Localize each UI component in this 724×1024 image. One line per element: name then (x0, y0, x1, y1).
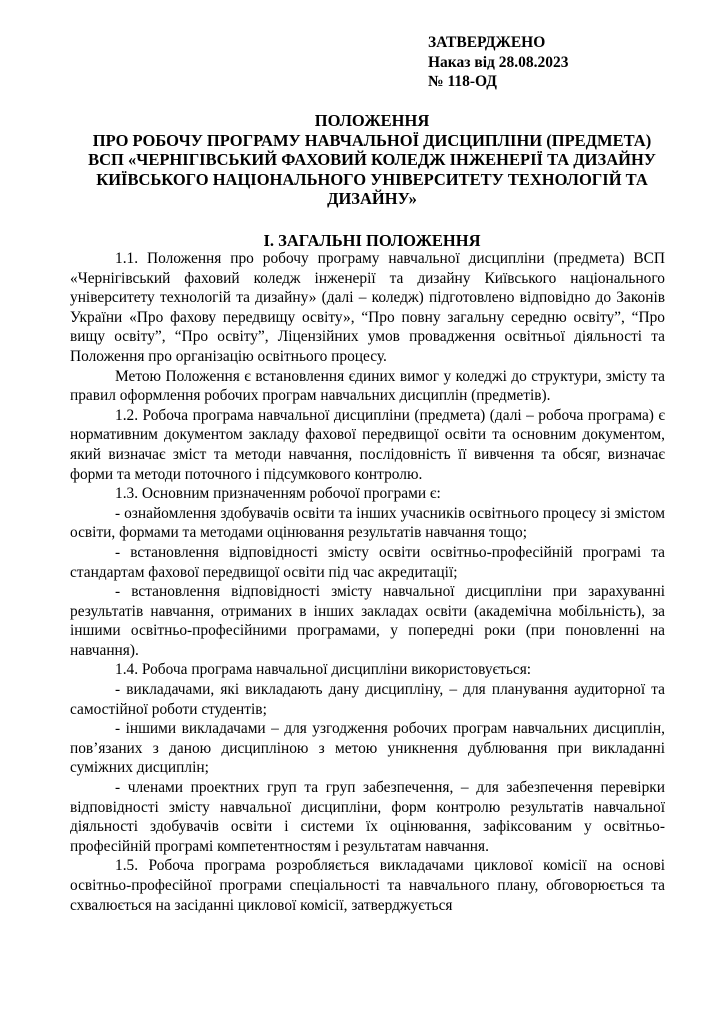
section-heading: І. ЗАГАЛЬНІ ПОЛОЖЕННЯ (263, 231, 481, 250)
approval-order-number: № 118-ОД (428, 73, 497, 90)
title-line: ВСП «ЧЕРНІГІВСЬКИЙ ФАХОВИЙ КОЛЕДЖ ІНЖЕНЕРІЇ ТА ДИЗАЙНУ (88, 150, 656, 169)
paragraph: 1.1. Положення про робочу програму навчальної дисципліни (предмета) ВСП «Чернігівський фаховий коледж інженерії та дизайну Київського національного університету технологій та дизайну» (далі – коледж) підготовлено відповідно до Законів України «Про фахову передвищу освіту», “Про повну загальну середню освіту”, “Про вищу освіту”, “Про освіту”, Ліцензійних умов провадження освітньої діяльності та Положення про організацію освітнього процесу. (70, 250, 665, 365)
list-item: - ознайомлення здобувачів освіти та інших учасників освітнього процесу зі змістом освіти, формами та методами оцінювання результатів навчання тощо; (70, 504, 665, 542)
approval-stamp (428, 33, 569, 92)
paragraph: 1.2. Робоча програма навчальної дисципліни (предмета) (далі – робоча програма) є нормативним документом закладу фахової передвищої освіти та основним документом, який визначає зміст та методи навчання, послідовність її вивчення та обсяг, визначає форми та методи поточного і підсумкового контролю. (70, 406, 665, 483)
title-line: ПОЛОЖЕННЯ (314, 111, 430, 130)
document-body (70, 249, 665, 915)
title-line: ДИЗАЙНУ» (327, 189, 417, 208)
paragraph: Метою Положення є встановлення єдиних вимог у коледжі до структури, змісту та правил оформлення робочих програм навчальних дисциплін (предметів). (70, 367, 665, 405)
title-line: ПРО РОБОЧУ ПРОГРАМУ НАВЧАЛЬНОЇ ДИСЦИПЛІНИ (ПРЕДМЕТА) (92, 130, 652, 150)
paragraph: 1.5. Робоча програма розробляється викладачами циклової комісії на основі освітньо-професійної програми спеціальності та навчального плану, обговорюється та схвалюється на засіданні циклової комісії, затверджується (70, 857, 665, 914)
title-line: КИЇВСЬКОГО НАЦІОНАЛЬНОГО УНІВЕРСИТЕТУ ТЕХНОЛОГІЙ ТА (96, 169, 648, 189)
document-title (60, 111, 684, 209)
list-item: - встановлення відповідності змісту освіти освітньо-професійній програмі та стандартам фахової передвищої освіти під час акредитації; (70, 543, 665, 581)
list-item: - членами проектних груп та груп забезпечення, – для забезпечення перевірки відповідності змісту навчальної дисципліни, форм контролю результатів навчальної діяльності здобувачів освіти і системи їх оцінювання, зафіксованим у освітньо-професійній програмі компетентностям і результатам навчання. (70, 779, 665, 855)
approval-label: ЗАТВЕРДЖЕНО (428, 34, 546, 51)
paragraph: 1.4. Робоча програма навчальної дисципліни використовується: (115, 661, 532, 679)
list-item: - викладачами, які викладають дану дисципліну, – для планування аудиторної та самостійної роботи студентів; (70, 681, 665, 718)
list-item: - встановлення відповідності змісту навчальної дисципліни при зарахуванні результатів навчання, отриманих в інших закладах освіти (академічна мобільність), за іншими освітньо-професійними програмами, у попередні роки (при поновленні на навчання). (70, 583, 665, 659)
paragraph: 1.3. Основним призначенням робочої програми є: (115, 485, 441, 503)
approval-order-date: Наказ від 28.08.2023 (428, 53, 569, 71)
list-item: - іншими викладачами – для узгодження робочих програм навчальних дисциплін, пов’язаних з даною дисципліною з метою уникнення дублювання при викладанні суміжних дисциплін; (70, 720, 665, 777)
